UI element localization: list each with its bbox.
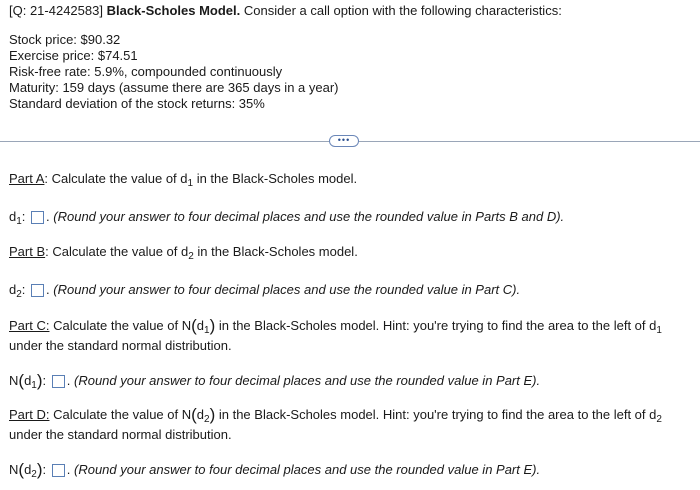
part-b-prompt: Part B: Calculate the value of $d_2$ in the Black-Scholes model. [9,244,358,262]
given-risk-free-rate: Risk-free rate: 5.9%, compounded continuously [9,64,283,79]
part-b-answer-row: $d_2$: . (Round your answer to four decimal places and use the rounded value in Part C). [9,282,521,300]
question-id: [Q: 21-4242583] [9,3,103,18]
question-title: Black-Scholes Model. [106,3,241,18]
part-c-note: (Round your answer to four decimal places and use the rounded value in Part E). [74,373,541,388]
part-b-answer-input[interactable] [31,284,44,297]
part-a-answer-row: $d_1$: . (Round your answer to four decimal places and use the rounded value in Parts B and D). [9,209,565,227]
part-c-prompt: Part C: Calculate the value of $N(d_1)$ in the Black-Scholes model. Hint: you're trying to find the area to the left of $d_1$ [9,316,662,336]
part-b-note: (Round your answer to four decimal places and use the rounded value in Part C). [53,282,521,297]
part-d-prompt-line2: under the standard normal distribution. [9,427,232,442]
part-d-prompt: Part D: Calculate the value of $N(d_2)$ in the Black-Scholes model. Hint: you're trying to find the area to the left of $d_2$ [9,405,662,425]
part-d-note: (Round your answer to four decimal places and use the rounded value in Part E). [74,462,541,477]
part-d-answer-row: $N(d_2)$: . (Round your answer to four decimal places and use the rounded value in Part E). [9,460,541,480]
part-d-label: Part D: [9,407,50,422]
part-c-answer-input[interactable] [52,375,65,388]
question-header [9,3,562,18]
part-a-prompt: Part A: Calculate the value of $d_1$ in the Black-Scholes model. [9,171,358,189]
given-stock-price: Stock price: $90.32 [9,32,121,47]
show-more-button[interactable]: ••• [329,135,359,147]
part-b-label: Part B [9,244,46,259]
part-d-answer-input[interactable] [52,464,65,477]
part-c-prompt-line2: under the standard normal distribution. [9,338,232,353]
part-c-label: Part C: [9,318,50,333]
part-a-answer-input[interactable] [31,211,44,224]
given-maturity: Maturity: 159 days (assume there are 365 days in a year) [9,80,339,95]
part-c-answer-row: $N(d_1)$: . (Round your answer to four decimal places and use the rounded value in Part E). [9,371,541,391]
part-a-note: (Round your answer to four decimal places and use the rounded value in Parts B and D). [53,209,565,224]
given-std-dev: Standard deviation of the stock returns: 35% [9,96,265,111]
question-intro: Consider a call option with the following characteristics: [243,3,562,18]
given-exercise-price: Exercise price: $74.51 [9,48,138,63]
part-a-label: Part A [9,171,45,186]
